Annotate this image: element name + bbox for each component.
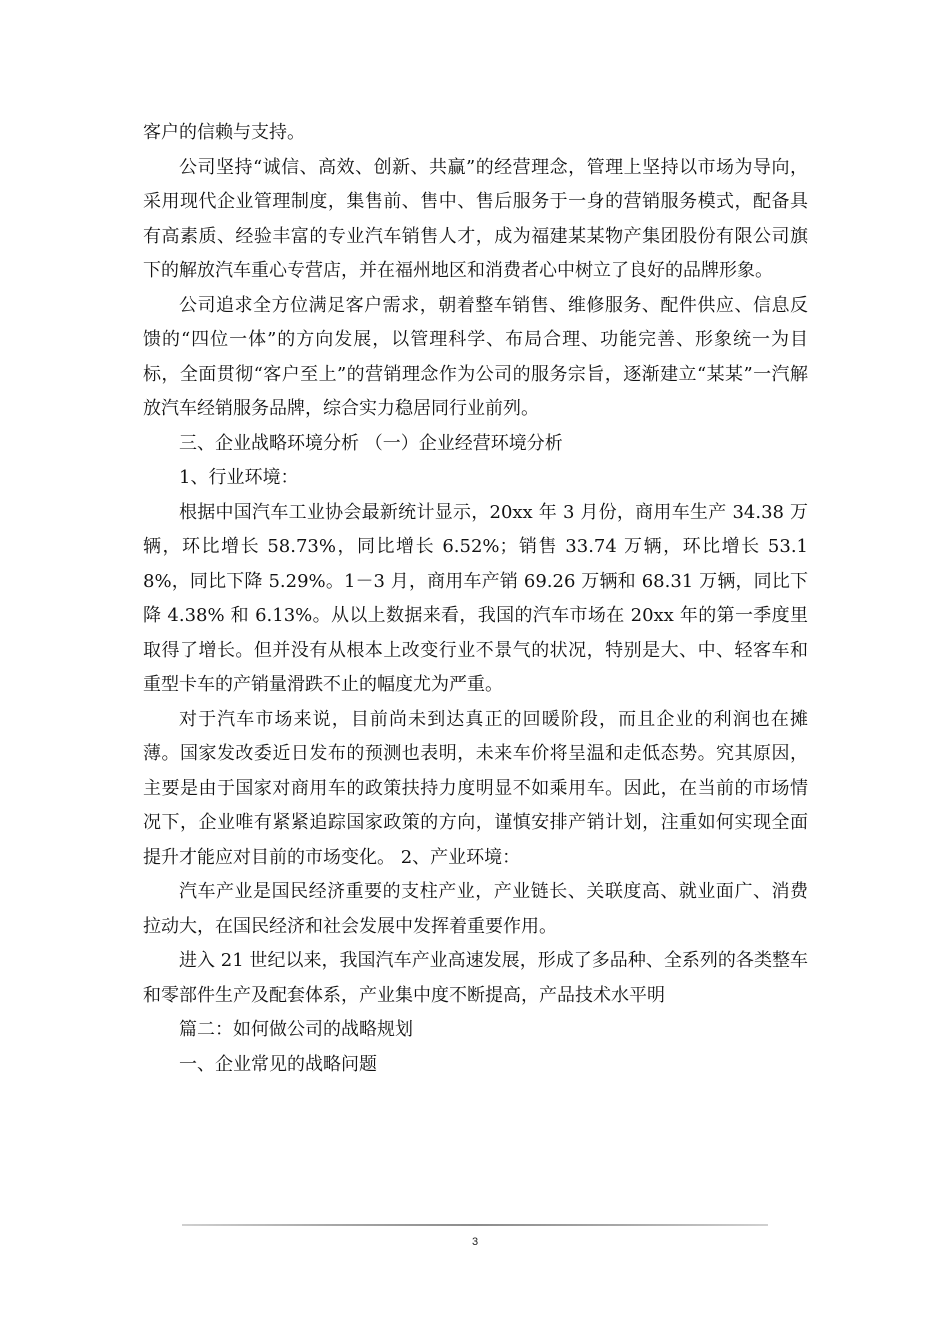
section-heading-strategy-environment: 三、企业战略环境分析 （一）企业经营环境分析: [179, 432, 563, 454]
page-number: 3: [471, 1236, 479, 1248]
footer-divider: [182, 1224, 768, 1226]
paragraph-market-analysis: 对于汽车市场来说，目前尚未到达真正的回暖阶段，而且企业的利润也在摊薄。国家发改委近日发布的预测也表明，未来车价将呈温和走低态势。究其原因，主要是由于国家对商用车的政策扶持力度明显不如乘用车。因此，在当前的市场情况下，企业唯有紧紧追踪国家政策的方向，谨慎安排产销计划，注重如何实现全面提升才能应对目前的市场变化。 2、产业环境：: [143, 708, 808, 868]
paragraph-industry-statistics: 根据中国汽车工业协会最新统计显示，20xx 年 3 月份，商用车生产 34.38 万辆，环比增长 58.73%，同比增长 6.52%；销售 33.74 万辆，环比增长 53.18%，同比下降 5.29%。1－3 月，商用车产销 69.26 万辆和 68.31 万辆，同比下降 4.38% 和 6.13%。从以上数据来看，我国的汽车市场在 20xx 年的第一季度里取得了增长。但并没有从根本上改变行业不景气的状况，特别是大、中、轻客车和重型卡车的产销量滑跌不止的幅度尤为严重。: [143, 501, 808, 695]
paragraph-auto-industry-role: 汽车产业是国民经济重要的支柱产业，产业链长、关联度高、就业面广、消费拉动大，在国民经济和社会发展中发挥着重要作用。: [143, 881, 808, 937]
paragraph-continuation: 客户的信赖与支持。: [143, 122, 305, 143]
paragraph-business-philosophy: 公司坚持“诚信、高效、创新、共赢”的经营理念，管理上坚持以市场为导向，采用现代企业管理制度，集售前、售中、售后服务于一身的营销服务模式，配备具有高素质、经验丰富的专业汽车销售人才，成为福建某某物产集团股份有限公司旗下的解放汽车重心专营店，并在福州地区和消费者心中树立了良好的品牌形象。: [143, 156, 808, 281]
heading-common-strategy-issues: 一、企业常见的战略问题: [179, 1053, 377, 1075]
paragraph-customer-needs: 公司追求全方位满足客户需求，朝着整车销售、维修服务、配件供应、信息反馈的“四位一体”的方向发展，以管理科学、布局合理、功能完善、形象统一为目标，全面贯彻“客户至上”的营销理念作为公司的服务宗旨，逐渐建立“某某”一汽解放汽车经销服务品牌，综合实力稳居同行业前列。: [143, 294, 808, 419]
paragraph-industry-development: 进入 21 世纪以来，我国汽车产业高速发展，形成了多品种、全系列的各类整车和零部件生产及配套体系，产业集中度不断提高，产品技术水平明: [143, 950, 808, 1006]
subheading-industry-environment: 1、行业环境：: [179, 467, 299, 488]
document-body: [143, 116, 808, 1082]
heading-part-two: 篇二：如何做公司的战略规划: [179, 1019, 413, 1040]
